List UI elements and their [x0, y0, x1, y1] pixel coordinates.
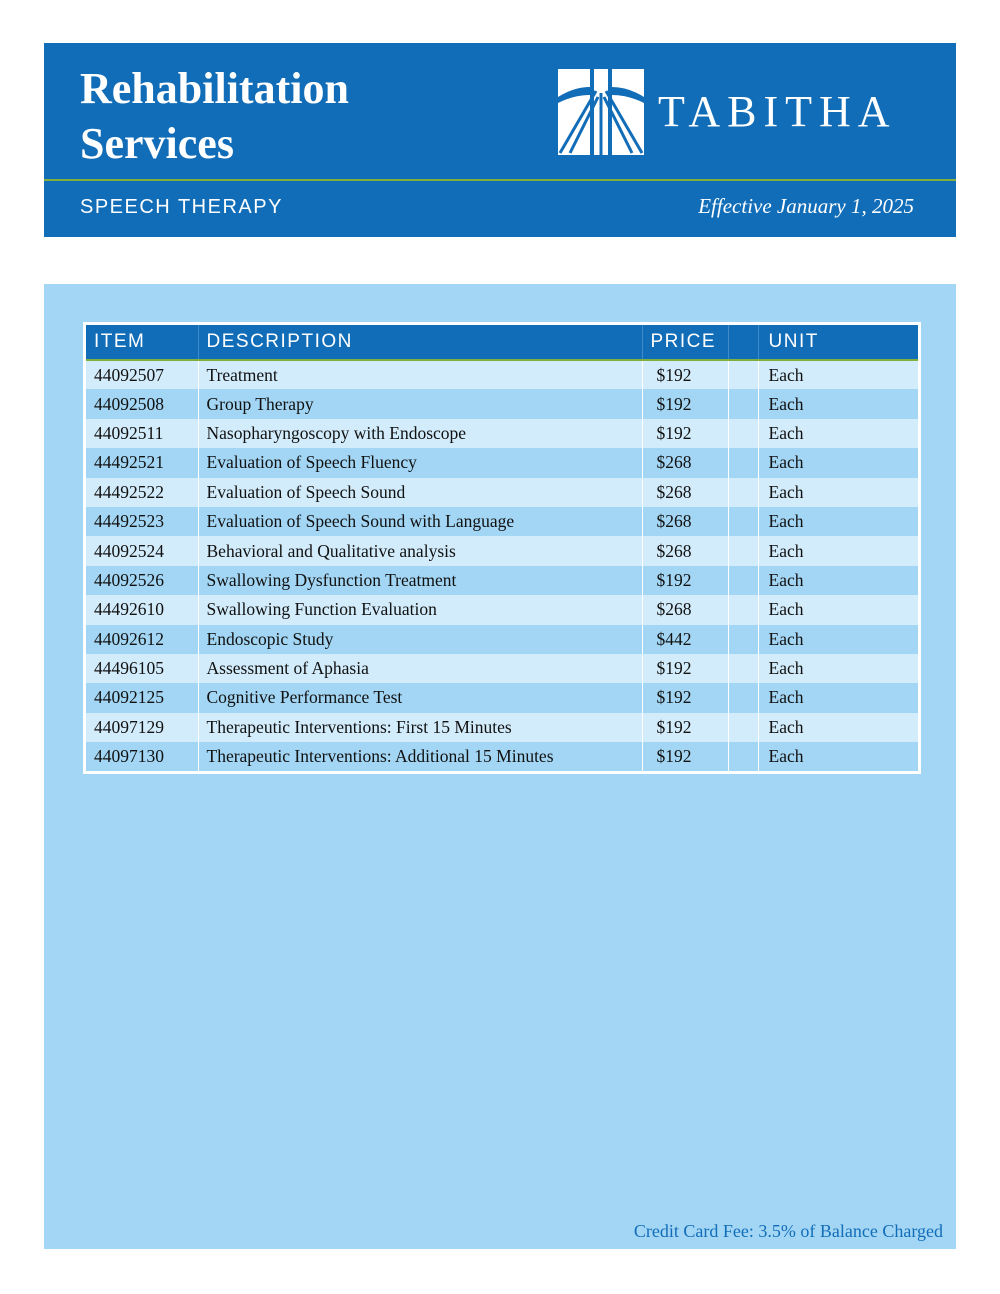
price-table-frame [83, 322, 921, 774]
description-cell: Group Therapy [198, 389, 642, 418]
spacer-cell [728, 625, 758, 654]
price-cell: $192 [642, 360, 728, 389]
price-cell: $192 [642, 742, 728, 771]
description-cell: Treatment [198, 360, 642, 389]
price-cell: $192 [642, 683, 728, 712]
table-row [86, 625, 918, 654]
item-code-cell: 44496105 [86, 654, 198, 683]
table-row [86, 742, 918, 771]
spacer-cell [728, 360, 758, 389]
spacer-cell [728, 742, 758, 771]
item-code-cell: 44092511 [86, 419, 198, 448]
title-line-2: Services [80, 119, 234, 168]
spacer-cell [728, 713, 758, 742]
item-code-cell: 44492521 [86, 448, 198, 477]
unit-cell: Each [758, 654, 918, 683]
table-row [86, 507, 918, 536]
item-code-cell: 44097130 [86, 742, 198, 771]
unit-cell: Each [758, 389, 918, 418]
table-row [86, 536, 918, 565]
table-row [86, 389, 918, 418]
credit-card-fee-note: Credit Card Fee: 3.5% of Balance Charged [633, 1221, 943, 1241]
item-code-cell: 44492523 [86, 507, 198, 536]
page-title [80, 61, 349, 171]
header-divider [44, 179, 956, 181]
item-code-cell: 44092125 [86, 683, 198, 712]
unit-cell: Each [758, 536, 918, 565]
unit-cell: Each [758, 625, 918, 654]
table-row [86, 654, 918, 683]
price-cell: $268 [642, 478, 728, 507]
price-cell: $192 [642, 419, 728, 448]
section-subtitle: SPEECH THERAPY [80, 196, 283, 218]
description-cell: Swallowing Function Evaluation [198, 595, 642, 624]
description-cell: Swallowing Dysfunction Treatment [198, 566, 642, 595]
item-code-cell: 44092524 [86, 536, 198, 565]
table-row [86, 713, 918, 742]
table-row [86, 683, 918, 712]
item-code-cell: 44492522 [86, 478, 198, 507]
price-cell: $268 [642, 536, 728, 565]
unit-cell: Each [758, 448, 918, 477]
header-banner [44, 43, 956, 237]
table-body [86, 360, 918, 771]
column-header-item: ITEM [86, 325, 198, 360]
description-cell: Nasopharyngoscopy with Endoscope [198, 419, 642, 448]
unit-cell: Each [758, 742, 918, 771]
table-row [86, 419, 918, 448]
spacer-cell [728, 566, 758, 595]
column-header-price: PRICE [642, 325, 728, 360]
price-cell: $268 [642, 507, 728, 536]
table-row [86, 566, 918, 595]
unit-cell: Each [758, 683, 918, 712]
spacer-cell [728, 419, 758, 448]
item-code-cell: 44097129 [86, 713, 198, 742]
price-cell: $192 [642, 389, 728, 418]
spacer-cell [728, 448, 758, 477]
description-cell: Therapeutic Interventions: First 15 Minutes [198, 713, 642, 742]
content-panel [44, 284, 956, 1249]
price-cell: $442 [642, 625, 728, 654]
unit-cell: Each [758, 419, 918, 448]
price-cell: $192 [642, 713, 728, 742]
price-cell: $192 [642, 654, 728, 683]
item-code-cell: 44092507 [86, 360, 198, 389]
unit-cell: Each [758, 478, 918, 507]
column-header-spacer [728, 325, 758, 360]
spacer-cell [728, 536, 758, 565]
effective-date: Effective January 1, 2025 [698, 194, 914, 218]
unit-cell: Each [758, 713, 918, 742]
column-header-unit: UNIT [758, 325, 918, 360]
unit-cell: Each [758, 507, 918, 536]
description-cell: Cognitive Performance Test [198, 683, 642, 712]
price-cell: $268 [642, 448, 728, 477]
spacer-cell [728, 654, 758, 683]
table-row [86, 448, 918, 477]
header-top [44, 43, 956, 179]
table-row [86, 478, 918, 507]
column-header-description: DESCRIPTION [198, 325, 642, 360]
description-cell: Evaluation of Speech Fluency [198, 448, 642, 477]
description-cell: Endoscopic Study [198, 625, 642, 654]
item-code-cell: 44092508 [86, 389, 198, 418]
title-line-1: Rehabilitation [80, 64, 349, 113]
spacer-cell [728, 683, 758, 712]
table-row [86, 595, 918, 624]
price-table [86, 325, 918, 771]
description-cell: Assessment of Aphasia [198, 654, 642, 683]
item-code-cell: 44092612 [86, 625, 198, 654]
description-cell: Evaluation of Speech Sound [198, 478, 642, 507]
table-header-row [86, 325, 918, 360]
price-cell: $192 [642, 566, 728, 595]
description-cell: Behavioral and Qualitative analysis [198, 536, 642, 565]
spacer-cell [728, 507, 758, 536]
spacer-cell [728, 478, 758, 507]
tabitha-logo [556, 67, 916, 157]
unit-cell: Each [758, 595, 918, 624]
spacer-cell [728, 389, 758, 418]
description-cell: Therapeutic Interventions: Additional 15 Minutes [198, 742, 642, 771]
price-cell: $268 [642, 595, 728, 624]
description-cell: Evaluation of Speech Sound with Language [198, 507, 642, 536]
brand-name: TABITHA [658, 87, 897, 136]
item-code-cell: 44492610 [86, 595, 198, 624]
unit-cell: Each [758, 360, 918, 389]
item-code-cell: 44092526 [86, 566, 198, 595]
table-row [86, 360, 918, 389]
tabitha-cross-icon [556, 67, 646, 157]
unit-cell: Each [758, 566, 918, 595]
spacer-cell [728, 595, 758, 624]
